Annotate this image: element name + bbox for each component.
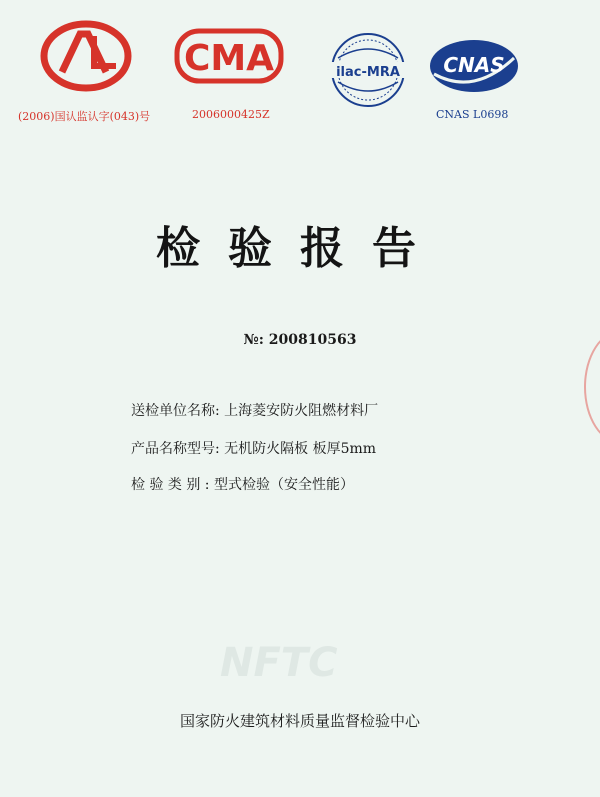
field-label: 检 验 类 别 : — [131, 477, 210, 493]
issuer-name: 国家防火建筑材料质量监督检验中心 — [179, 712, 420, 730]
cal-mark-icon — [40, 20, 132, 92]
report-number — [0, 332, 600, 348]
cal-caption: (2006)国认监认字(043)号 — [18, 110, 151, 123]
field-label: 产品名称型号: — [131, 441, 220, 457]
cma-mark-icon — [174, 28, 284, 84]
field-label: 送检单位名称: — [131, 403, 220, 419]
field-test-type — [131, 474, 354, 494]
watermark: NFTC — [220, 640, 338, 686]
ilac-text: ilac-MRA — [336, 65, 400, 80]
cma-caption: 2006000425Z — [192, 108, 270, 121]
report-number-label: №: — [243, 332, 264, 348]
ilac-mra-icon — [323, 30, 413, 110]
field-product — [131, 438, 376, 458]
report-number-value: 200810563 — [268, 332, 357, 348]
cnas-mark-icon — [426, 34, 522, 98]
cnas-text: CNAS — [443, 53, 505, 77]
field-value: 上海菱安防火阻燃材料厂 — [224, 403, 379, 419]
cma-text: CMA — [183, 38, 275, 79]
report-title: 检验报告 — [156, 223, 444, 274]
field-submitter — [131, 400, 378, 420]
field-value: 型式检验（安全性能） — [213, 477, 354, 493]
field-value: 无机防火隔板 板厚5mm — [224, 441, 377, 457]
cnas-caption: CNAS L0698 — [436, 108, 509, 121]
